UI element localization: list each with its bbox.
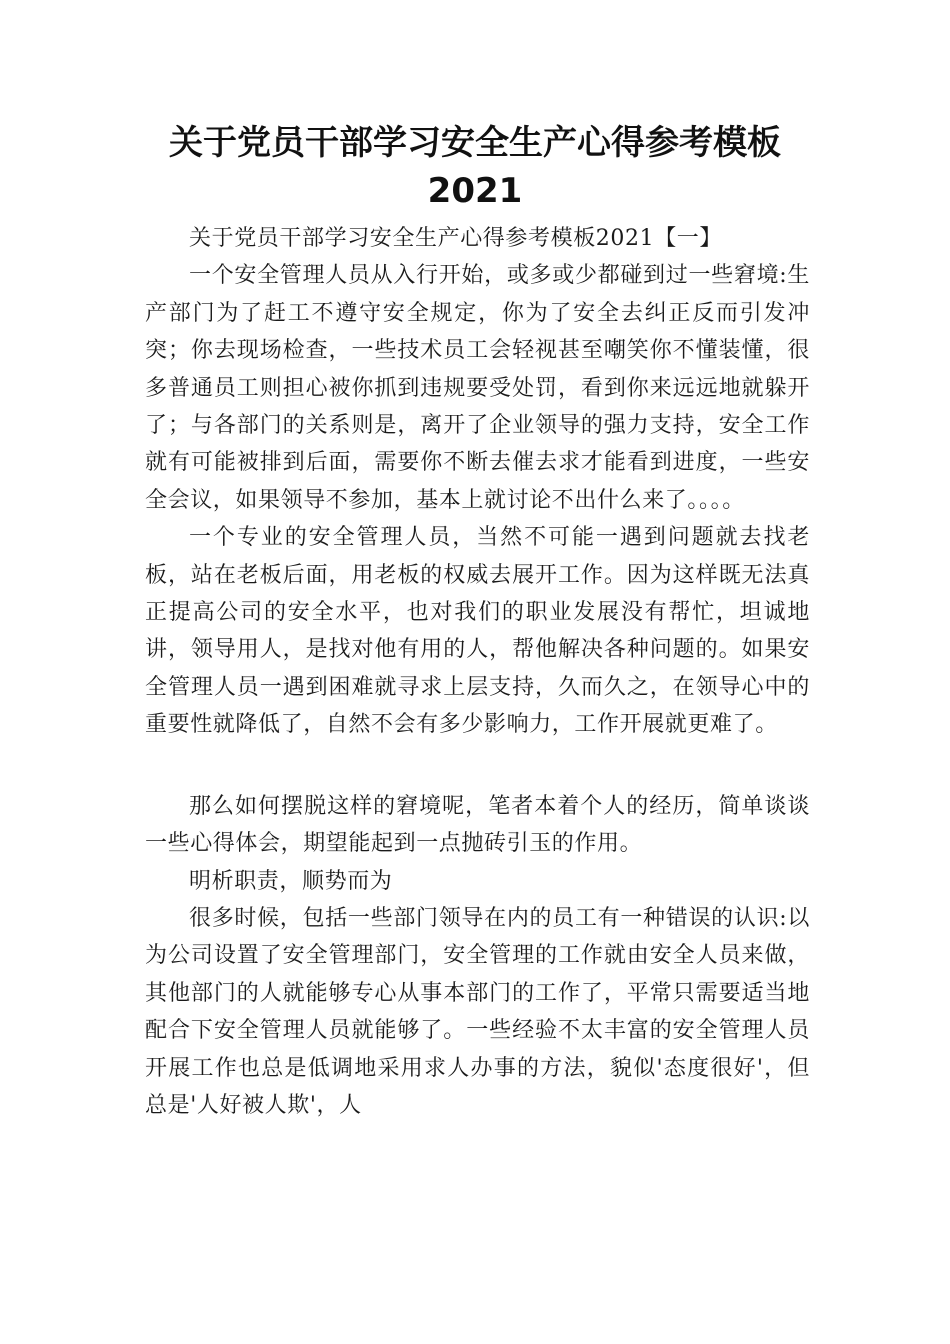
subheading: 明析职责，顺势而为 bbox=[189, 868, 393, 894]
document-title: 关于党员干部学习安全生产心得参考模板 bbox=[169, 123, 781, 163]
blank-line bbox=[145, 744, 810, 788]
section-heading: 关于党员干部学习安全生产心得参考模板2021【一】 bbox=[189, 226, 722, 251]
paragraph: 那么如何摆脱这样的窘境呢，笔者本着个人的经历，简单谈谈一些心得体会，期望能起到一点抛砖引玉的作用。 bbox=[145, 793, 810, 857]
paragraph: 很多时候，包括一些部门领导在内的员工有一种错误的认识:以为公司设置了安全管理部门，安全管理的工作就由安全人员来做，其他部门的人就能够专心从事本部门的工作了，平常只需要适当地配合下安全管理人员就能够了。一些经验不太丰富的安全管理人员开展工作也总是低调地采用求人办事的方法，貌似'态度很好'，但总是'人好被人欺'，人 bbox=[145, 905, 810, 1118]
document-body bbox=[145, 220, 810, 1124]
paragraph: 一个安全管理人员从入行开始，或多或少都碰到过一些窘境:生产部门为了赶工不遵守安全规定，你为了安全去纠正反而引发冲突；你去现场检查，一些技术员工会轻视甚至嘲笑你不懂装懂，很多普通员工则担心被你抓到违规要受处罚，看到你来远远地就躲开了；与各部门的关系则是，离开了企业领导的强力支持，安全工作就有可能被排到后面，需要你不断去催去求才能看到进度，一些安全会议，如果领导不参加，基本上就讨论不出什么来了。。。。 bbox=[145, 263, 810, 513]
paragraph: 一个专业的安全管理人员，当然不可能一遇到问题就去找老板，站在老板后面，用老板的权威去展开工作。因为这样既无法真正提高公司的安全水平，也对我们的职业发展没有帮忙，坦诚地讲，领导用人，是找对他有用的人，帮他解决各种问题的。如果安全管理人员一遇到困难就寻求上层支持，久而久之，在领导心中的重要性就降低了，自然不会有多少影响力，工作开展就更难了。 bbox=[145, 525, 810, 738]
document-title-year: 2021 bbox=[427, 171, 523, 211]
